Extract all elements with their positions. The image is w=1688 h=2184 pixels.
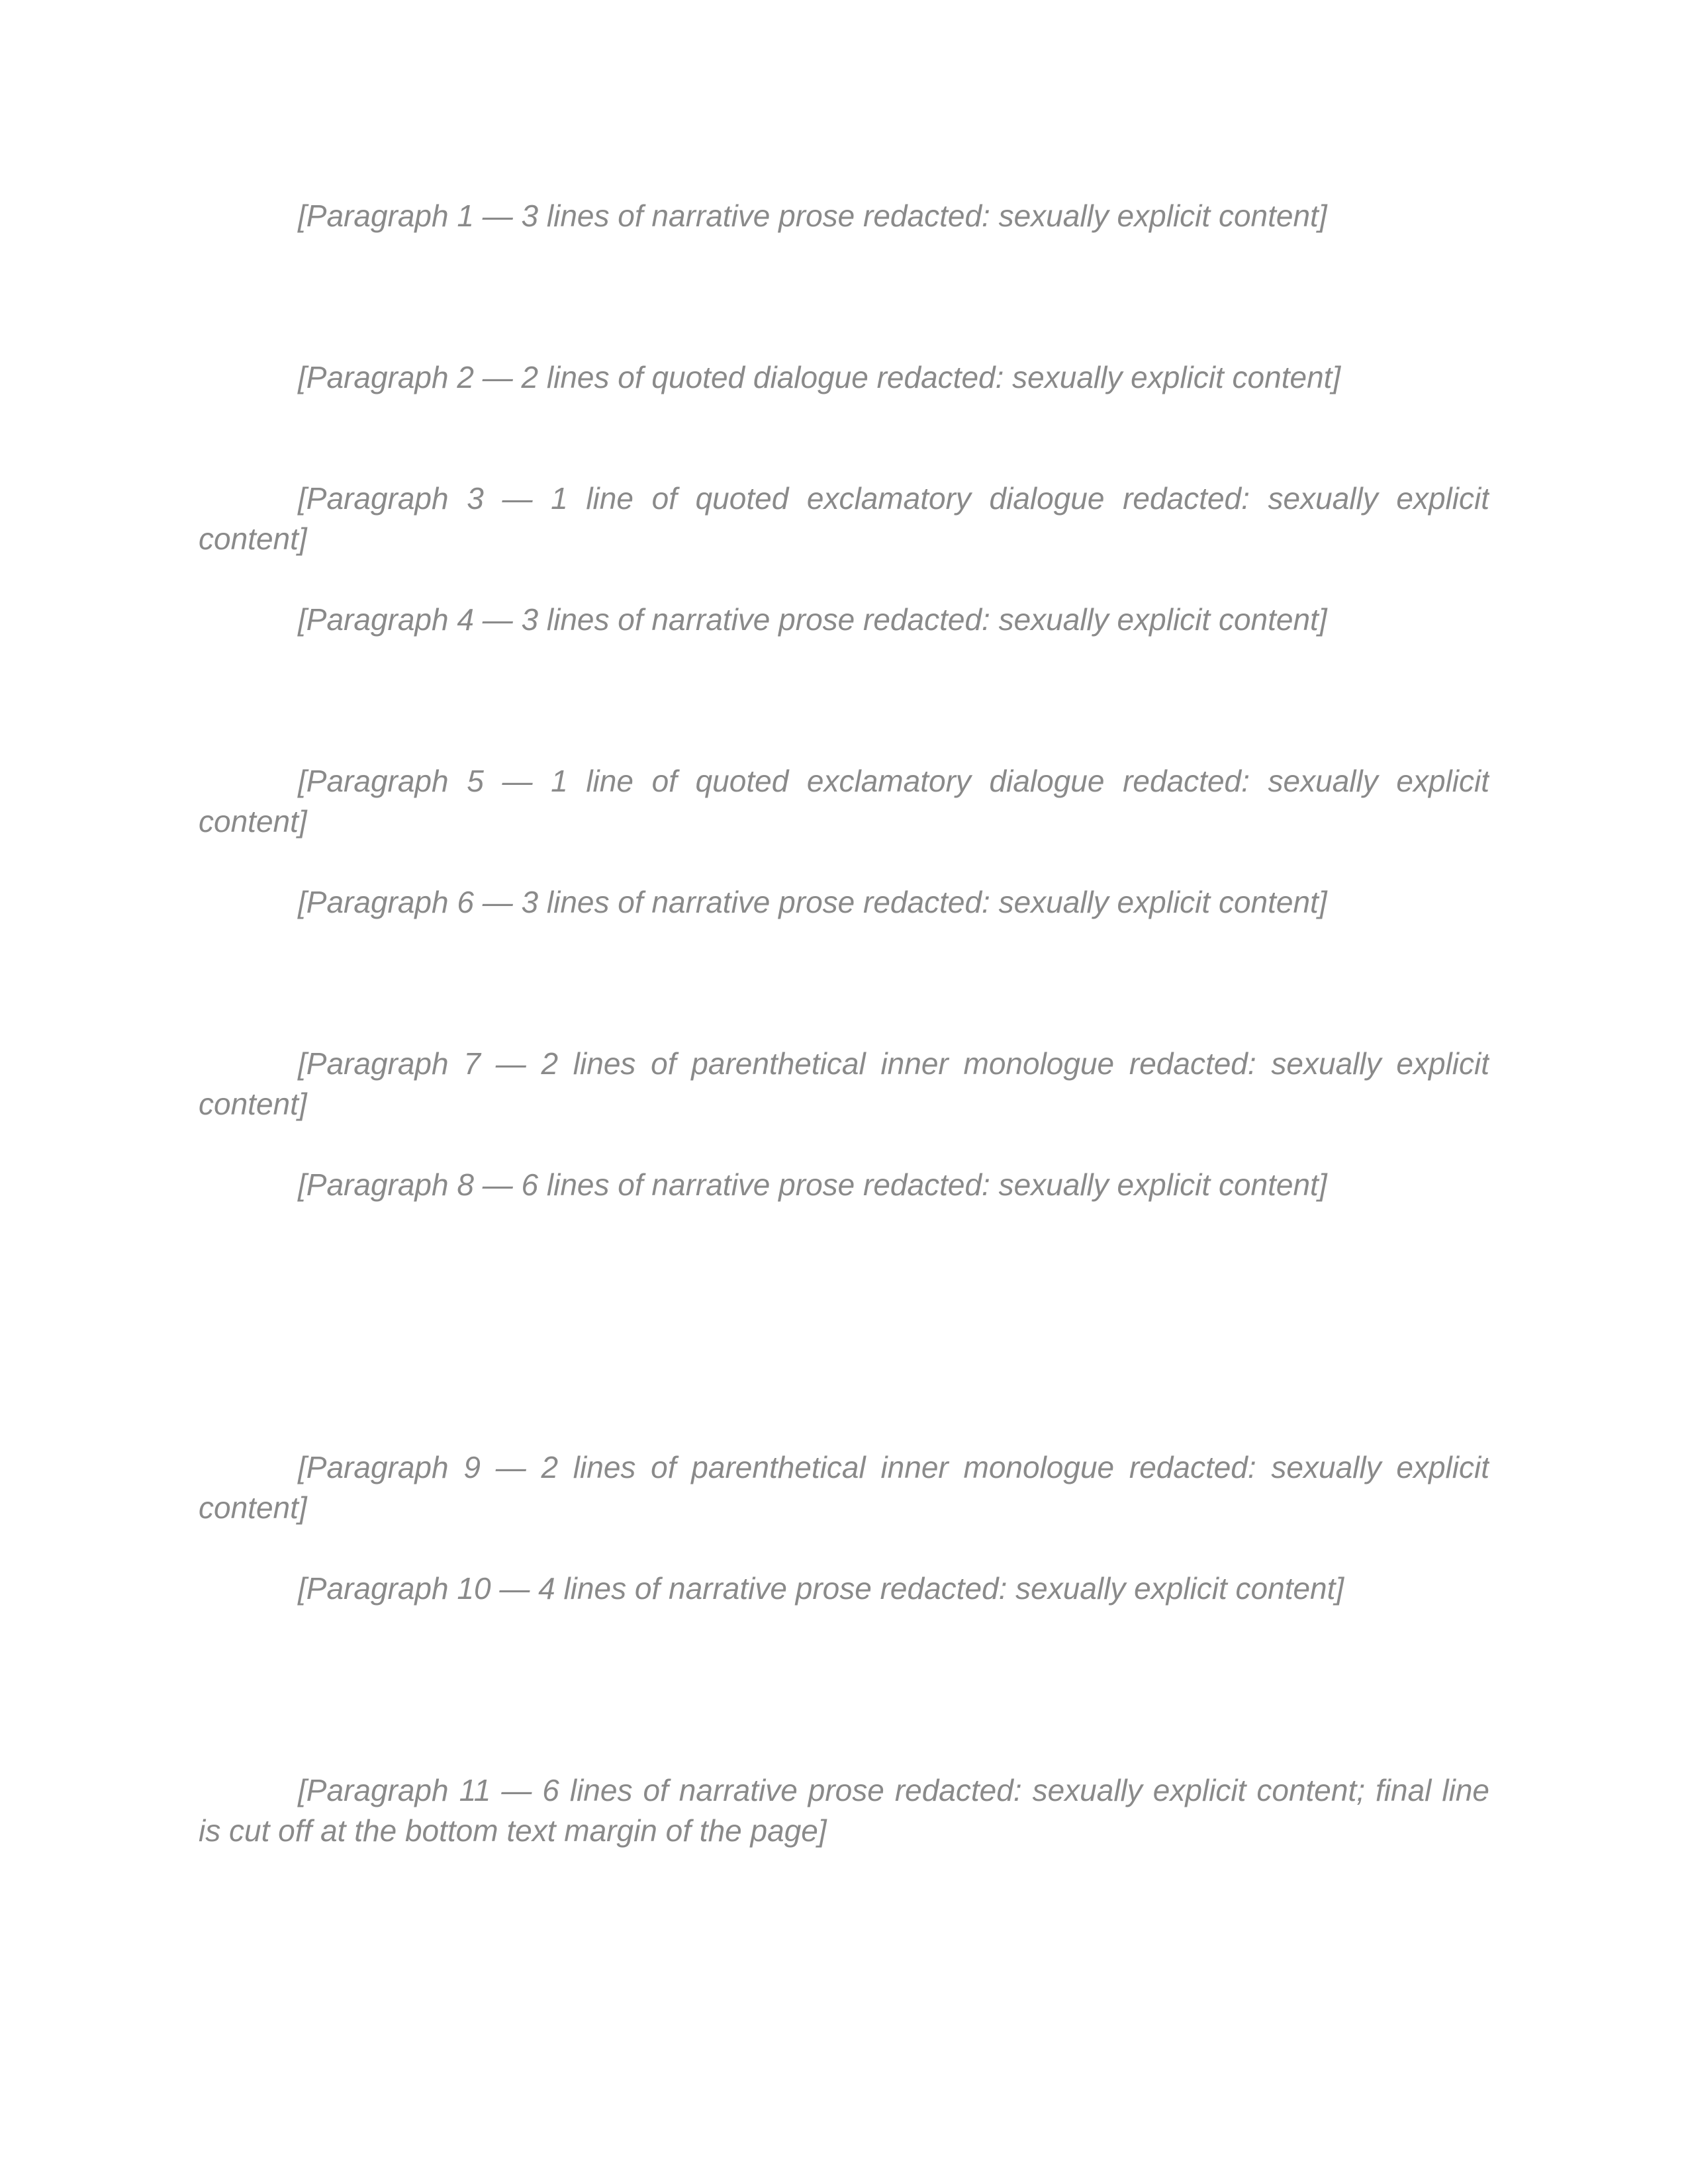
paragraph: [Paragraph 2 — 2 lines of quoted dialogue redacted: sexually explicit content]: [298, 360, 1341, 394]
paragraph: [Paragraph 9 — 2 lines of parenthetical inner monologue redacted: sexually explicit content]: [199, 1450, 1489, 1525]
paragraph: [Paragraph 8 — 6 lines of narrative prose redacted: sexually explicit content]: [298, 1167, 1327, 1202]
paragraph: [Paragraph 4 — 3 lines of narrative prose redacted: sexually explicit content]: [298, 602, 1327, 637]
paragraph: [Paragraph 5 — 1 line of quoted exclamatory dialogue redacted: sexually explicit content]: [199, 764, 1489, 839]
paragraph: [Paragraph 10 — 4 lines of narrative prose redacted: sexually explicit content]: [298, 1571, 1344, 1606]
text-block: [199, 196, 1489, 2053]
paragraph: [Paragraph 6 — 3 lines of narrative prose redacted: sexually explicit content]: [298, 885, 1327, 919]
paragraph: [Paragraph 3 — 1 line of quoted exclamatory dialogue redacted: sexually explicit content]: [199, 481, 1489, 556]
paragraph: [Paragraph 7 — 2 lines of parenthetical inner monologue redacted: sexually explicit content]: [199, 1046, 1489, 1121]
paragraph: [Paragraph 11 — 6 lines of narrative prose redacted: sexually explicit content; final line is cut off at the bottom text margin of the page]: [199, 1773, 1489, 1848]
paragraph: [Paragraph 1 — 3 lines of narrative prose redacted: sexually explicit content]: [298, 199, 1327, 233]
